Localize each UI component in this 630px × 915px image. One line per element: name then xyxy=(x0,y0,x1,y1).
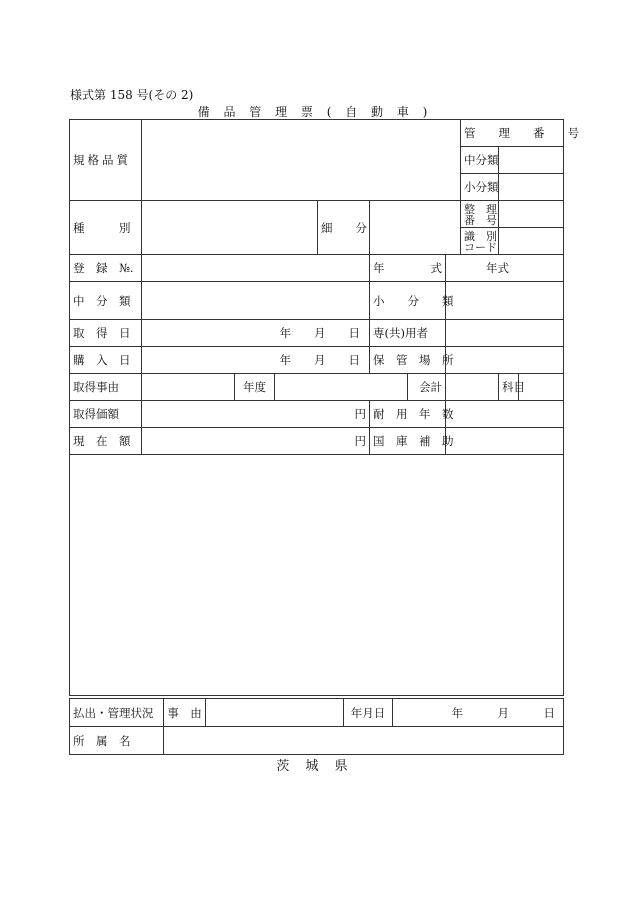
form-title: 備 品 管 理 票 ( 自 動 車 ) xyxy=(197,105,433,119)
label-sho-bunrui-small: 小分類 xyxy=(461,174,499,201)
value-kaikei[interactable] xyxy=(446,374,499,401)
value-konyu-bi[interactable]: 年 月 日 xyxy=(142,347,370,374)
value-nengappi[interactable]: 年 月 日 xyxy=(393,699,564,727)
value-shikibetsu-code[interactable] xyxy=(499,228,564,255)
value-kikaku-hinshitsu[interactable] xyxy=(142,120,461,201)
label-sho-bunrui: 小 分 類 xyxy=(370,282,446,320)
value-nenshiki[interactable]: 年式 xyxy=(446,255,564,282)
label-jiyu: 事 由 xyxy=(164,699,206,727)
value-chu-bunrui[interactable] xyxy=(142,282,370,320)
label-kanri-bango: 管 理 番 号 xyxy=(461,120,564,147)
value-shutoku-kagaku[interactable]: 円 xyxy=(142,401,370,428)
label-kokko-hojo: 国 庫 補 助 xyxy=(370,428,446,455)
value-sho-bunrui-small[interactable] xyxy=(499,174,564,201)
value-chu-bunrui-small[interactable] xyxy=(499,147,564,174)
value-genzai-gaku[interactable]: 円 xyxy=(142,428,370,455)
label-chu-bunrui-small: 中分類 xyxy=(461,147,499,174)
label-seiri-bango: 整 理 番 号 xyxy=(461,201,499,228)
label-nenshiki: 年 式 xyxy=(370,255,446,282)
label-shutoku-bi: 取 得 日 xyxy=(70,320,142,347)
label-hokan-basho: 保 管 場 所 xyxy=(370,347,446,374)
value-shozoku-mei[interactable] xyxy=(164,727,564,755)
value-hokan-basho[interactable] xyxy=(446,347,564,374)
value-toroku-no[interactable] xyxy=(142,255,370,282)
value-sho-bunrui[interactable] xyxy=(446,282,564,320)
label-sen-kyo-yosha: 専(共)用者 xyxy=(370,320,446,347)
label-saibun: 細 分 xyxy=(318,201,370,255)
label-shutoku-jiyu: 取得事由 xyxy=(70,374,142,401)
label-shikibetsu-code: 識 別 コード xyxy=(461,228,499,255)
label-genzai-gaku: 現 在 額 xyxy=(70,428,142,455)
value-shubetsu[interactable] xyxy=(142,201,318,255)
value-taiyo-nensu[interactable] xyxy=(446,401,564,428)
disbursement-table xyxy=(69,698,564,755)
label-shutoku-kagaku: 取得価額 xyxy=(70,401,142,428)
value-kokko-hojo[interactable] xyxy=(446,428,564,455)
value-kamoku[interactable] xyxy=(519,374,564,401)
label-haraidashi-kanri-jokyo: 払出・管理状況 xyxy=(70,699,164,727)
label-nengappi: 年月日 xyxy=(344,699,393,727)
label-shubetsu: 種 別 xyxy=(70,201,142,255)
label-chu-bunrui: 中 分 類 xyxy=(70,282,142,320)
value-shutoku-jiyu[interactable] xyxy=(142,374,235,401)
label-nendo: 年度 xyxy=(235,374,275,401)
value-jiyu[interactable] xyxy=(206,699,344,727)
label-kaikei: 会計 xyxy=(408,374,446,401)
label-shozoku-mei: 所 属 名 xyxy=(70,727,164,755)
value-seiri-bango[interactable] xyxy=(499,201,564,228)
label-toroku-no: 登 録 №. xyxy=(70,255,142,282)
equipment-management-table xyxy=(69,119,579,696)
label-kikaku-hinshitsu: 規格品質 xyxy=(70,120,142,201)
label-taiyo-nensu: 耐 用 年 数 xyxy=(370,401,446,428)
footer-organization: 茨 城 県 xyxy=(276,759,354,774)
value-nendo[interactable] xyxy=(275,374,408,401)
value-sen-kyo-yosha[interactable] xyxy=(446,320,564,347)
notes-area[interactable] xyxy=(70,455,564,696)
form-number: 様式第 158 号(その 2) xyxy=(70,88,194,102)
value-saibun[interactable] xyxy=(370,201,461,255)
label-kamoku: 科目 xyxy=(499,374,519,401)
label-konyu-bi: 購 入 日 xyxy=(70,347,142,374)
value-shutoku-bi[interactable]: 年 月 日 xyxy=(142,320,370,347)
